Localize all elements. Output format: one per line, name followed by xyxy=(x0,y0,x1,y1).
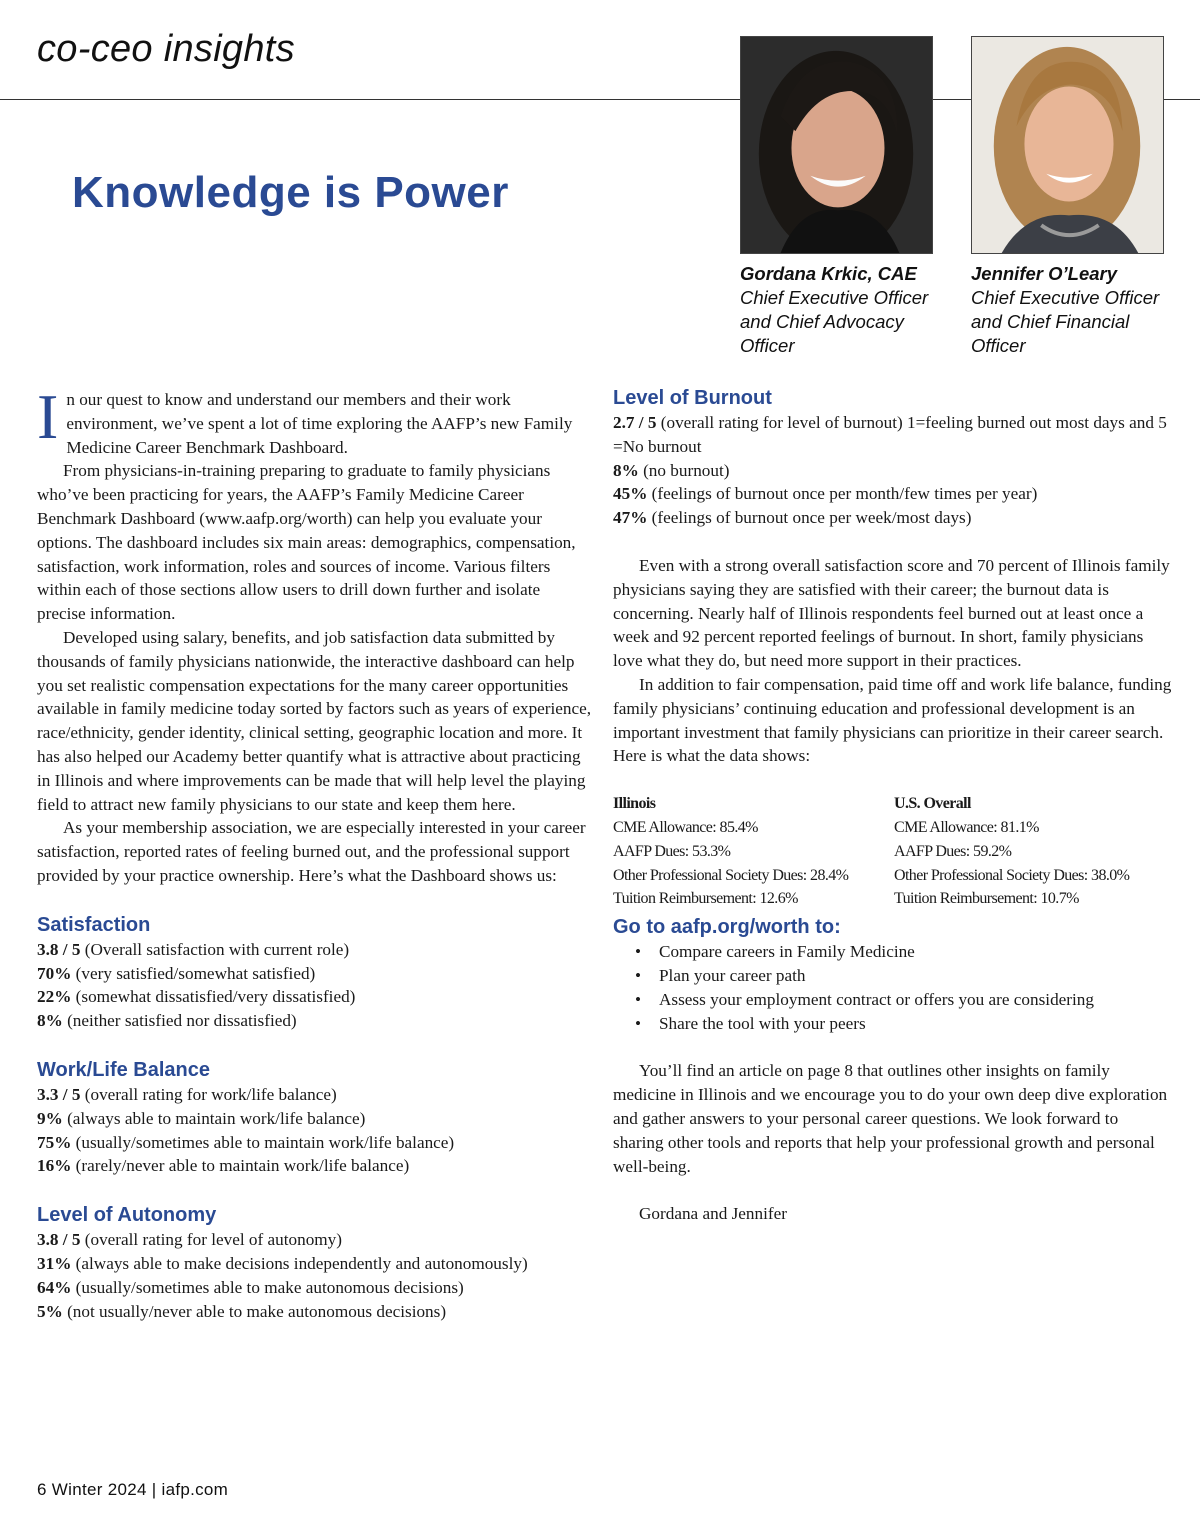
body-paragraph: Even with a strong overall satisfaction score and 70 percent of Illinois family physicians saying they are satisfied with their career; the burnout data is concerning. Nearly half of Illinois respondents feel burned out at least once a week and 92 percent reported feelings of burnout. In short, family physicians love what they do, but need more support in their practices. xyxy=(613,555,1170,671)
stat-text: (feelings of burnout once per month/few times per year) xyxy=(647,484,1038,504)
stat-text: (Overall satisfaction with current role) xyxy=(80,939,350,959)
body-paragraph: Developed using salary, benefits, and job satisfaction data submitted by thousands of family physicians nationwide, the interactive dashboard can help you set realistic compensation expectations for the many career opportunities available in family medicine today sorted by factors such as years of experience, race/ethnicity, gender identity, clinical setting, geographic location and more. It has also helped our Academy better quantify what is attractive about practicing in Illinois and where improvements can be made that will help level the playing field to attract new family physicians to our state and keep them here. xyxy=(37,627,592,814)
author-photo-gordana xyxy=(740,36,933,254)
stat-line xyxy=(613,482,1173,506)
stat-text: (rarely/never able to maintain work/life balance) xyxy=(71,1156,410,1176)
stat-text: (not usually/never able to make autonomous decisions) xyxy=(62,1301,447,1321)
stat-text: (somewhat dissatisfied/very dissatisfied) xyxy=(71,987,356,1007)
stat-text: (overall rating for work/life balance) xyxy=(80,1084,337,1104)
stat-text: (usually/sometimes able to maintain work/life balance) xyxy=(71,1132,455,1152)
stat-text: (feelings of burnout once per week/most days) xyxy=(647,508,972,528)
stat-line xyxy=(37,1131,593,1155)
body-paragraph: You’ll find an article on page 8 that outlines other insights on family medicine in Illinois and we encourage you to do your own deep dive exploration and gather answers to your personal career questions. We look forward to sharing other tools and reports that help your professional growth and personal well-being. xyxy=(613,1061,1168,1176)
body-paragraph: From physicians-in-training preparing to graduate to family physicians who’ve been practicing for years, the AAFP’s Family Medicine Career Benchmark Dashboard (www.aafp.org/worth) can help you evaluate your options. The dashboard includes six main areas: demographics, compensation, satisfaction, work information, roles and sources of income. Various filters within each of those sections allow users to drill down further and isolate precise information. xyxy=(37,461,576,624)
stat-value: 75% xyxy=(37,1132,72,1152)
stat-value: 22% xyxy=(37,987,72,1007)
stat-value: 3.8 / 5 xyxy=(37,939,81,959)
stat-value: 3.8 / 5 xyxy=(37,1230,81,1250)
comparison-row: Other Professional Society Dues: 28.4% xyxy=(613,866,849,884)
stat-line xyxy=(37,1228,593,1252)
stat-line xyxy=(37,1083,593,1107)
stat-value: 45% xyxy=(613,484,648,504)
stat-line xyxy=(37,1276,593,1300)
list-item: • Share the tool with your peers xyxy=(635,1012,1173,1036)
stat-value: 31% xyxy=(37,1253,72,1273)
stat-line xyxy=(613,506,1173,530)
intro-paragraph xyxy=(37,381,593,459)
illinois-column xyxy=(613,792,848,911)
comparison-row: CME Allowance: 81.1% xyxy=(894,818,1039,836)
stat-line xyxy=(37,938,593,962)
comparison-row: CME Allowance: 85.4% xyxy=(613,818,758,836)
work-life-heading: Work/Life Balance xyxy=(37,1058,211,1081)
list-item: • Assess your employment contract or offers you are considering xyxy=(635,988,1173,1012)
stat-line xyxy=(37,1252,593,1276)
stat-text: (always able to make decisions independently and autonomously) xyxy=(71,1253,528,1273)
intro-text: n our quest to know and understand our members and their work environment, we’ve spent a lot of time exploring the AAFP’s new Family Medicine Career Benchmark Dashboard. xyxy=(66,390,573,457)
stat-value: 16% xyxy=(37,1156,72,1176)
stat-value: 70% xyxy=(37,963,72,983)
burnout-heading: Level of Burnout xyxy=(613,387,772,409)
stat-value: 5% xyxy=(37,1301,63,1321)
author-name: Gordana Krkic, CAE xyxy=(740,263,917,284)
body-paragraph: In addition to fair compensation, paid time off and work life balance, funding family physicians’ continuing education and professional development is an important investment that family physicians can prioritize in their career search. Here is what the data shows: xyxy=(613,674,1172,766)
us-overall-column xyxy=(894,792,1129,911)
comparison-table xyxy=(613,792,1173,908)
author-title-line: and Chief Financial xyxy=(971,311,1130,332)
drop-cap: I xyxy=(37,381,59,452)
goto-list xyxy=(635,940,1173,1035)
author-title-line: Officer xyxy=(740,335,795,356)
stat-text: (neither satisfied nor dissatisfied) xyxy=(62,1011,297,1031)
page-footer: 6 Winter 2024 | iafp.com xyxy=(37,1480,229,1499)
signoff: Gordana and Jennifer xyxy=(639,1204,787,1224)
stat-value: 3.3 / 5 xyxy=(37,1084,81,1104)
goto-heading: Go to aafp.org/worth to: xyxy=(613,916,841,939)
stat-text: (overall rating for level of autonomy) xyxy=(80,1230,342,1250)
list-item: • Compare careers in Family Medicine xyxy=(635,940,1173,964)
stat-text: (very satisfied/somewhat satisfied) xyxy=(71,963,316,983)
stat-line xyxy=(37,1300,593,1324)
satisfaction-heading: Satisfaction xyxy=(37,913,151,936)
us-overall-heading: U.S. Overall xyxy=(894,795,971,813)
author-caption-gordana xyxy=(740,262,965,358)
comparison-row: AAFP Dues: 59.2% xyxy=(894,842,1012,860)
stat-value: 8% xyxy=(613,460,639,480)
stat-line xyxy=(37,1009,593,1033)
author-name: Jennifer O’Leary xyxy=(971,263,1118,284)
stat-line xyxy=(37,962,593,986)
stat-line xyxy=(37,1154,593,1178)
right-column xyxy=(613,385,1173,1226)
body-paragraph: As your membership association, we are especially interested in your career satisfaction, reported rates of feeling burned out, and the professional support provided by your practice ownership. Here’s what the Dashboard shows us: xyxy=(37,818,586,885)
author-caption-jennifer xyxy=(971,262,1196,358)
stat-value: 47% xyxy=(613,508,648,528)
stat-value: 64% xyxy=(37,1277,72,1297)
article-headline: Knowledge is Power xyxy=(72,168,509,217)
author-title-line: Officer xyxy=(971,335,1026,356)
author-title-line: Chief Executive Officer xyxy=(740,287,929,308)
stat-line xyxy=(613,411,1173,459)
illinois-heading: Illinois xyxy=(613,795,656,813)
stat-value: 2.7 / 5 xyxy=(613,413,657,432)
author-photo-jennifer xyxy=(971,36,1164,254)
stat-value: 8% xyxy=(37,1011,63,1031)
stat-line xyxy=(37,985,593,1009)
author-title-line: Chief Executive Officer xyxy=(971,287,1160,308)
comparison-row: Tuition Reimbursement: 12.6% xyxy=(613,890,798,908)
author-title-line: and Chief Advocacy xyxy=(740,311,904,332)
stat-text: (no burnout) xyxy=(638,460,730,480)
stat-text: (always able to maintain work/life balance) xyxy=(62,1108,366,1128)
comparison-row: Tuition Reimbursement: 10.7% xyxy=(894,890,1079,908)
comparison-row: AAFP Dues: 53.3% xyxy=(613,842,731,860)
section-label: co-ceo insights xyxy=(37,28,295,70)
comparison-row: Other Professional Society Dues: 38.0% xyxy=(894,866,1130,884)
autonomy-heading: Level of Autonomy xyxy=(37,1204,217,1227)
stat-line xyxy=(613,459,1173,483)
list-item: • Plan your career path xyxy=(635,964,1173,988)
stat-value: 9% xyxy=(37,1108,63,1128)
left-column xyxy=(37,381,593,1323)
stat-text: (overall rating for level of burnout) 1=feeling burned out most days and 5 =No burnout xyxy=(613,413,1167,456)
stat-line xyxy=(37,1107,593,1131)
header-rule-right xyxy=(1182,99,1200,100)
stat-text: (usually/sometimes able to make autonomous decisions) xyxy=(71,1277,464,1297)
